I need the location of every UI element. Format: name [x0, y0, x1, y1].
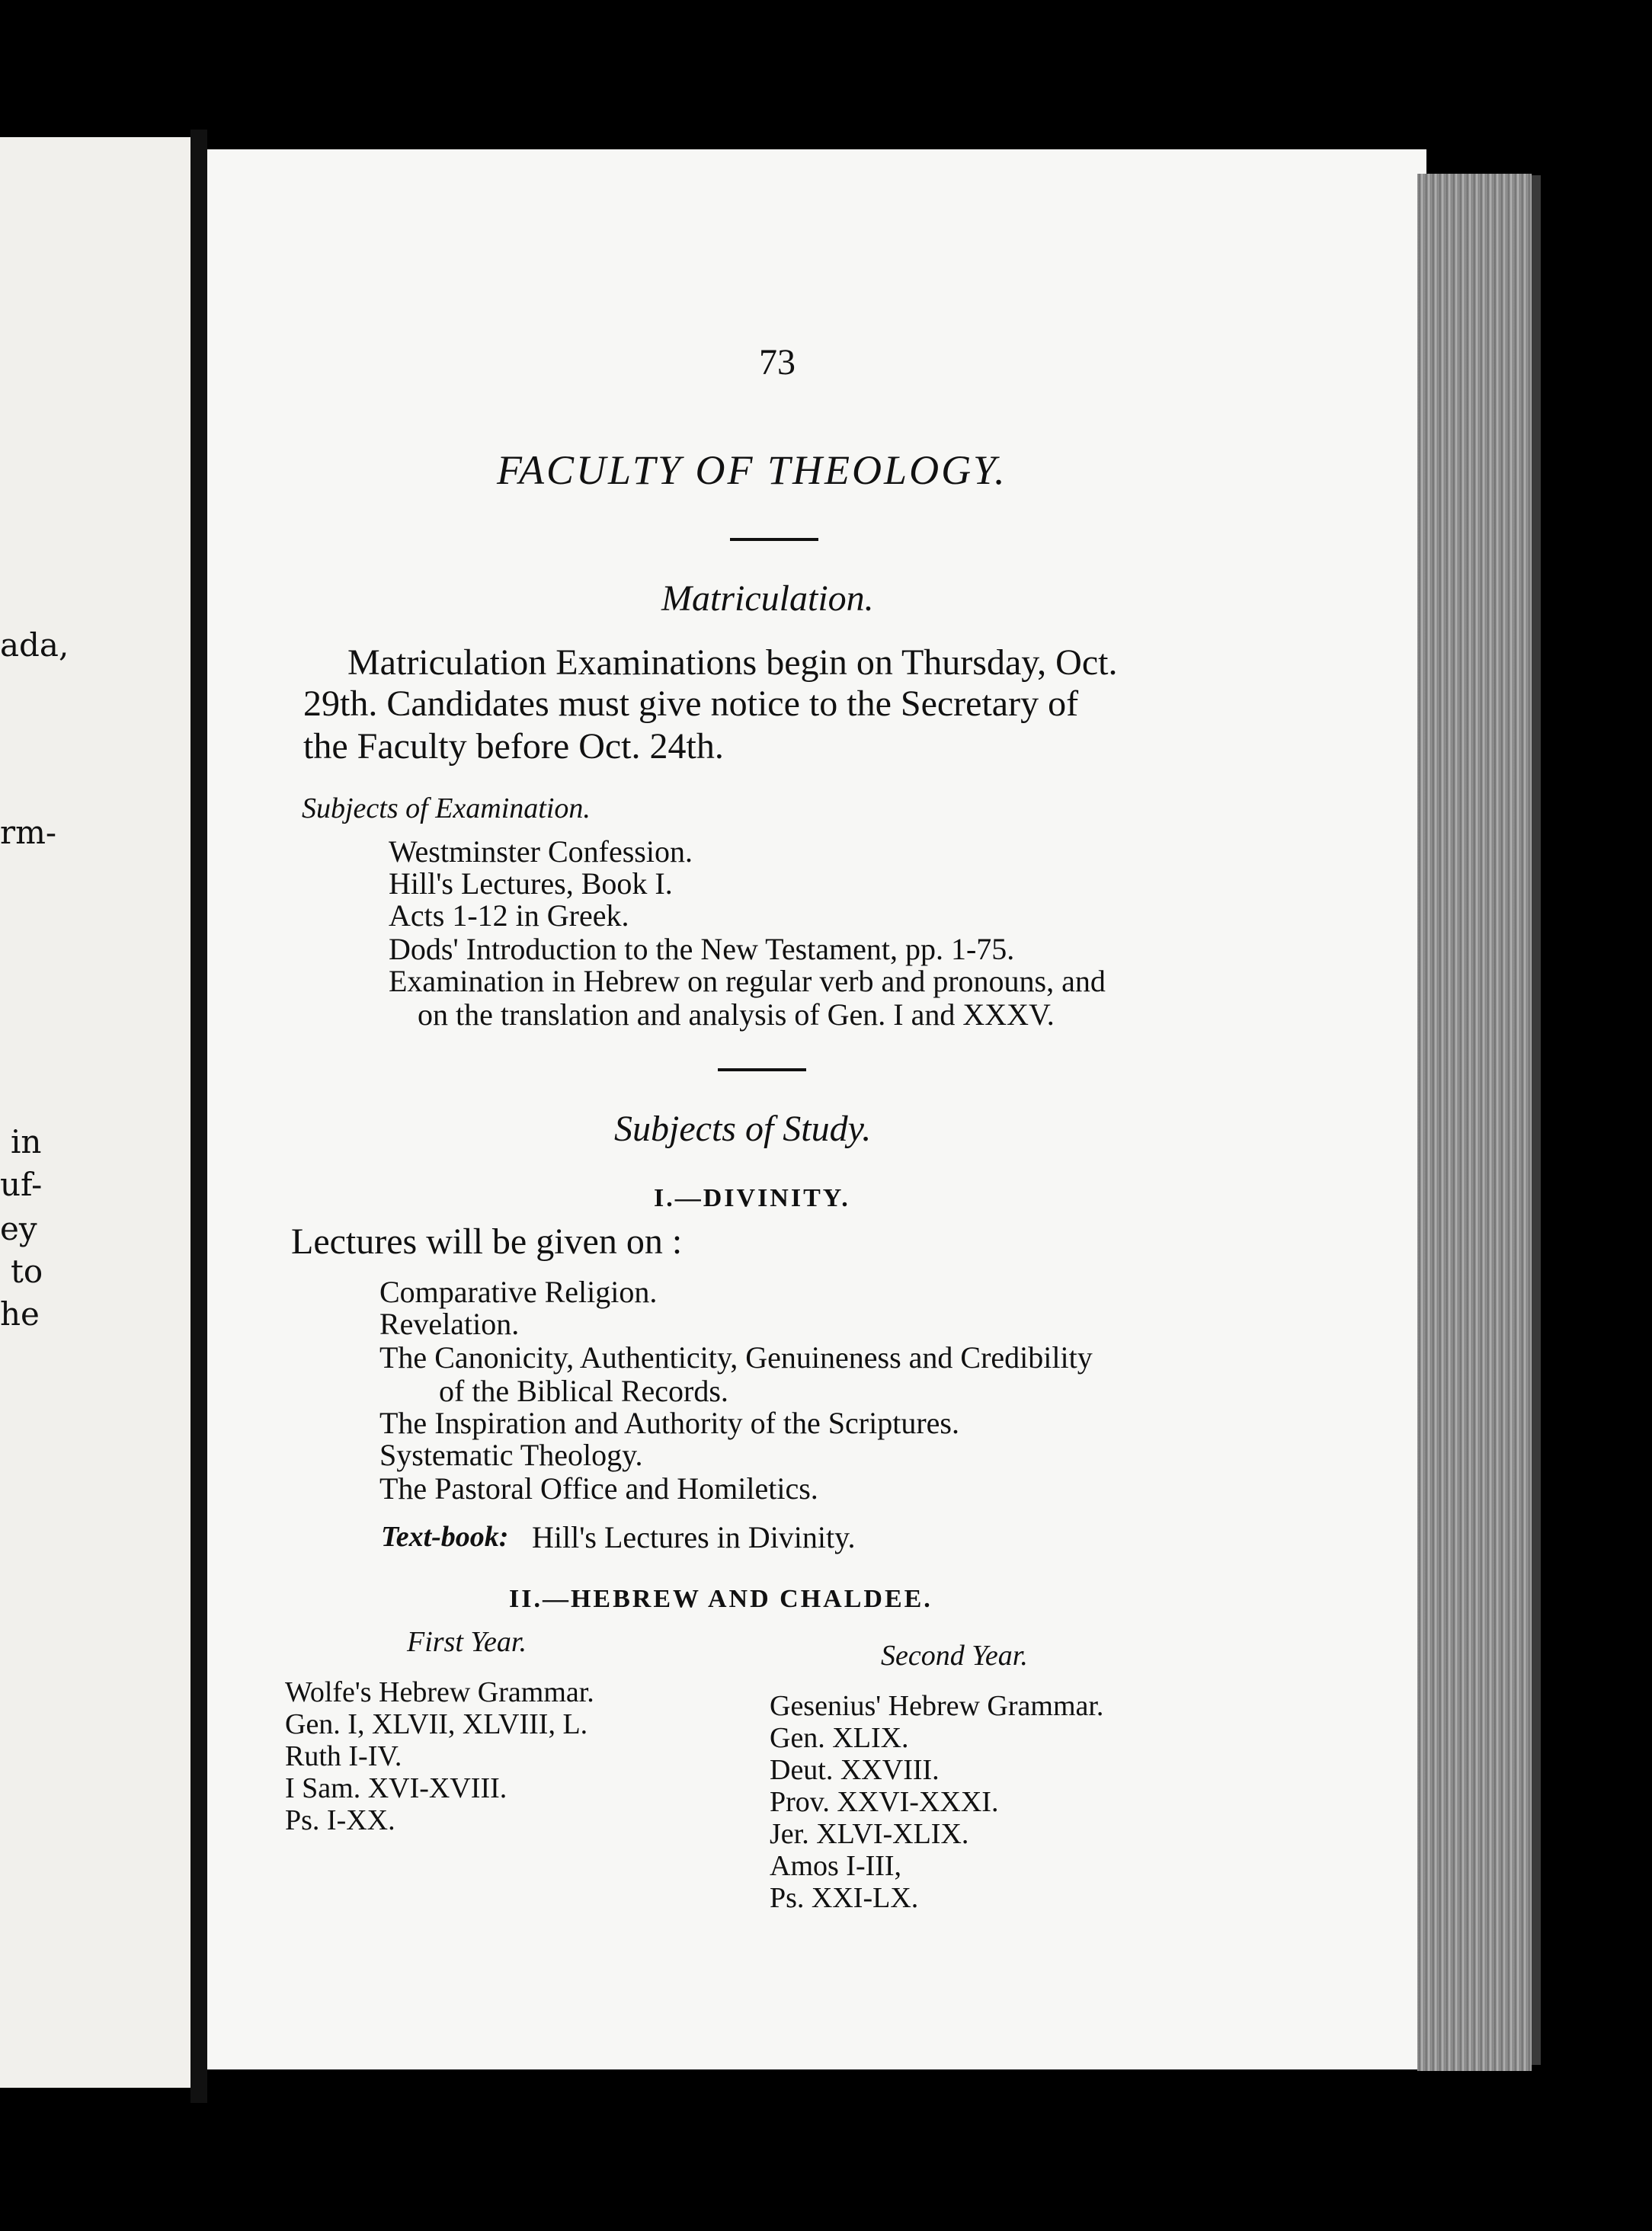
divinity-lecture-item: The Canonicity, Authenticity, Genuineness and Credibility	[379, 1340, 1093, 1375]
first-year-item: I Sam. XVI-XVIII.	[285, 1772, 507, 1804]
second-year-heading: Second Year.	[881, 1640, 1028, 1672]
second-year-item: Deut. XXVIII.	[770, 1754, 940, 1786]
left-page-fragment: rm-	[0, 814, 57, 851]
exam-subject-continued: on the translation and analysis of Gen. I and XXXV.	[418, 997, 1055, 1032]
subjects-of-study-heading: Subjects of Study.	[614, 1109, 872, 1149]
title-divider	[730, 538, 818, 541]
divinity-heading: I.—DIVINITY.	[654, 1184, 850, 1212]
matriculation-intro-line: 29th. Candidates must give notice to the Secretary of	[303, 683, 1079, 724]
exam-subject: Westminster Confession.	[389, 834, 693, 869]
divinity-lecture-item-continued: of the Biblical Records.	[439, 1374, 728, 1408]
left-page-fragment: to	[11, 1253, 43, 1290]
left-page-fragment: ada,	[0, 626, 69, 664]
left-page-fragment: in	[11, 1123, 42, 1160]
first-year-item: Wolfe's Hebrew Grammar.	[285, 1676, 594, 1708]
left-facing-page	[0, 137, 195, 2088]
textbook-value: Hill's Lectures in Divinity.	[532, 1520, 856, 1554]
left-page-fragment: he	[0, 1295, 40, 1333]
lectures-intro: Lectures will be given on :	[291, 1221, 683, 1262]
divinity-lecture-item: The Pastoral Office and Homiletics.	[379, 1471, 818, 1506]
first-year-heading: First Year.	[407, 1626, 527, 1658]
book-gutter	[190, 130, 207, 2103]
page-edge-shadow	[1532, 175, 1541, 2065]
subjects-of-examination-heading: Subjects of Examination.	[302, 792, 591, 824]
exam-subject: Acts 1-12 in Greek.	[389, 898, 629, 933]
left-page-fragment: ey	[0, 1210, 37, 1247]
left-page-fragment: uf-	[0, 1166, 43, 1203]
first-year-item: Ruth I-IV.	[285, 1740, 402, 1772]
first-year-item: Gen. I, XLVII, XLVIII, L.	[285, 1708, 588, 1740]
matriculation-intro-line: the Faculty before Oct. 24th.	[303, 726, 724, 767]
divinity-lecture-item: Systematic Theology.	[379, 1438, 643, 1472]
exam-subject: Dods' Introduction to the New Testament, pp. 1-75.	[389, 932, 1015, 966]
matriculation-heading: Matriculation.	[661, 578, 874, 619]
matriculation-intro-line: Matriculation Examinations begin on Thursday, Oct.	[347, 642, 1118, 683]
divinity-lecture-item: Revelation.	[379, 1307, 520, 1341]
first-year-item: Ps. I-XX.	[285, 1804, 395, 1836]
textbook-label: Text-book:	[381, 1521, 509, 1553]
faculty-title: FACULTY OF THEOLOGY.	[497, 447, 1007, 493]
second-year-item: Ps. XXI-LX.	[770, 1882, 919, 1914]
second-year-item: Jer. XLVI-XLIX.	[770, 1818, 969, 1850]
second-year-item: Prov. XXVI-XXXI.	[770, 1786, 999, 1818]
page-edge-stack	[1417, 174, 1532, 2071]
hebrew-heading: II.—HEBREW AND CHALDEE.	[509, 1585, 933, 1613]
page-number: 73	[759, 342, 796, 383]
second-year-item: Gen. XLIX.	[770, 1722, 909, 1754]
second-year-item: Gesenius' Hebrew Grammar.	[770, 1690, 1104, 1722]
exam-subject: Examination in Hebrew on regular verb and pronouns, and	[389, 964, 1106, 998]
second-year-item: Amos I-III,	[770, 1850, 902, 1882]
divinity-lecture-item: The Inspiration and Authority of the Scriptures.	[379, 1406, 959, 1440]
exam-subject: Hill's Lectures, Book I.	[389, 866, 673, 901]
section-divider	[718, 1068, 806, 1071]
divinity-lecture-item: Comparative Religion.	[379, 1275, 658, 1309]
